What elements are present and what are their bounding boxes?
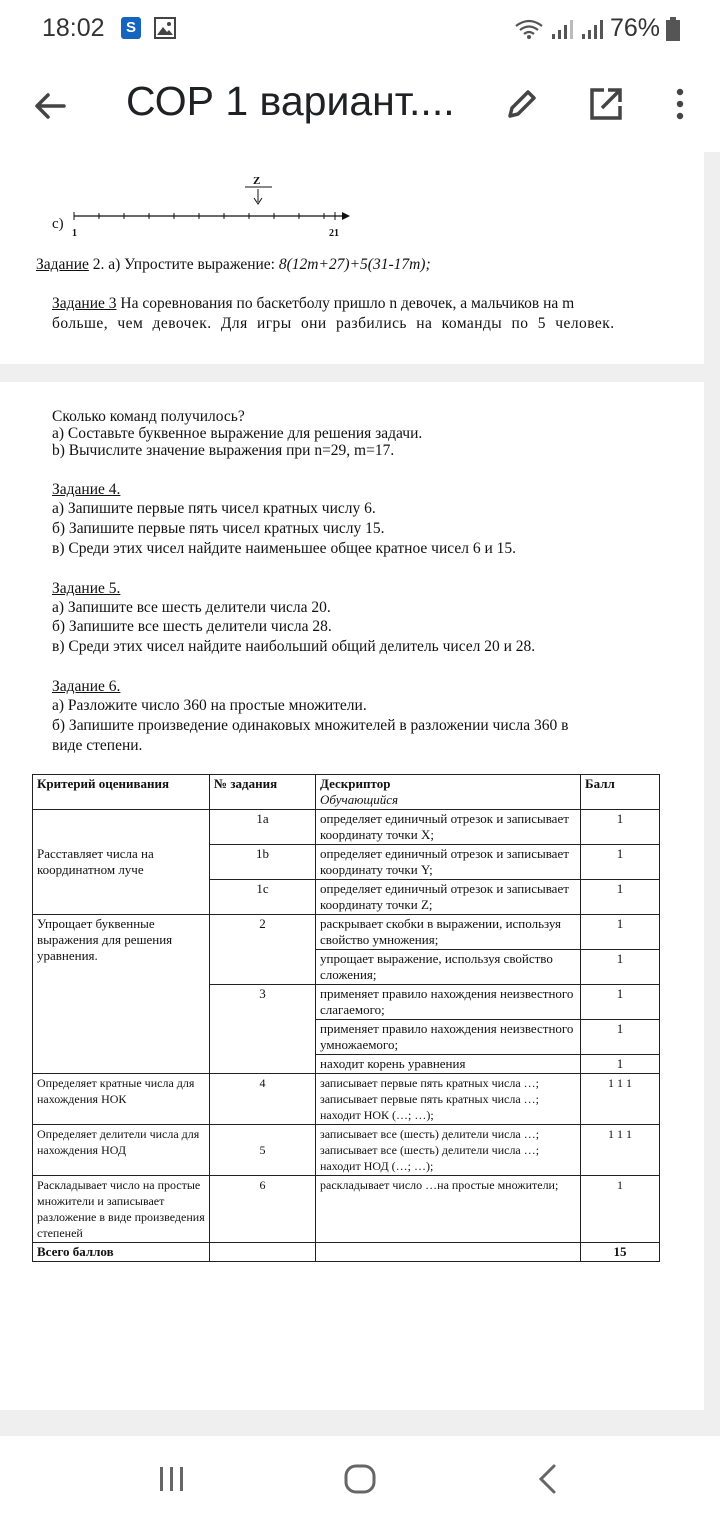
system-nav-bar [0, 1436, 720, 1520]
table-total-row: Всего баллов 15 [33, 1243, 660, 1262]
back-arrow-icon[interactable] [30, 86, 70, 126]
more-vert-icon[interactable] [668, 86, 692, 122]
header-task-number: № задания [210, 775, 316, 810]
table-row: Определяет делители числа для нахождения НОД 5 записывает все (шесть) делители числа …; записывает все (шесть) делители числа …; находит НОД (…; …); 1 1 1 [33, 1125, 660, 1176]
signal-icon-2 [580, 18, 604, 40]
text-line: в) Среди этих чисел найдите наименьшее общее кратное чисел 6 и 15. [52, 540, 516, 557]
text-line: в) Среди этих чисел найдите наибольший общий делитель чисел 20 и 28. [52, 638, 536, 655]
task2-heading: Задание [36, 256, 89, 273]
text-line: а) Запишите все шесть делители числа 20. [52, 599, 331, 616]
table-row: Упрощает буквенные выражения для решения уравнения. 2 раскрывает скобки в выражении, используя свойство умножения; 1 [33, 915, 660, 950]
open-external-icon[interactable] [588, 86, 624, 122]
table-row: 1b определяет единичный отрезок и записывает координату точки Y; 1 [33, 845, 660, 880]
status-time: 18:02 [42, 14, 105, 42]
table-row: применяет правило нахождения неизвестного умножаемого; 1 [33, 1020, 660, 1055]
s-app-icon: S [121, 17, 141, 39]
task4-heading: Задание 4. [52, 481, 121, 498]
text-line: b) Вычислите значение выражения при n=29, m=17. [52, 442, 395, 459]
nav-back-icon[interactable] [536, 1464, 560, 1494]
signal-icon [550, 18, 574, 40]
text-line: а) Запишите первые пять чисел кратных числу 6. [52, 500, 376, 517]
recent-apps-icon[interactable] [158, 1466, 186, 1492]
task6-heading: Задание 6. [52, 678, 121, 695]
status-bar [0, 0, 720, 56]
assessment-table [32, 774, 660, 1262]
document-title: СОР 1 вариант.... [126, 78, 455, 124]
task3-heading: Задание 3 [52, 295, 117, 312]
task2-expression: 8(12m+27)+5(31-17m); [278, 256, 431, 273]
edit-pencil-icon[interactable] [504, 86, 540, 122]
text-line: б) Запишите первые пять чисел кратных числу 15. [52, 520, 385, 537]
text-line: виде степени. [52, 737, 143, 754]
wifi-icon [514, 18, 544, 40]
text-line: а) Разложите число 360 на простые множители. [52, 697, 367, 714]
table-row: 3 применяет правило нахождения неизвестного слагаемого; 1 [33, 985, 660, 1020]
table-row: находит корень уравнения 1 [33, 1055, 660, 1074]
table-header-row [33, 775, 660, 810]
task2-line: Задание 2. а) Упростите выражение: 8(12m+27)+5(31-17m); [36, 256, 431, 273]
table-row: Определяет кратные числа для нахождения НОК 4 записывает первые пять кратных числа …; записывает первые пять кратных числа …; находит НОК (…; …); 1 1 1 [33, 1074, 660, 1125]
table-row: Раскладывает число на простые множители и записывает разложение в виде произведения степеней 6 раскладывает число …на простые множители; 1 [33, 1176, 660, 1243]
number-line [50, 170, 360, 240]
line-start-label: 1 [72, 228, 77, 239]
home-icon[interactable] [344, 1464, 376, 1494]
battery-icon [666, 17, 680, 41]
point-z-label: Z [253, 175, 261, 187]
gallery-icon [154, 17, 176, 39]
document-page-1 [0, 152, 704, 364]
text-line: а) Составьте буквенное выражение для решения задачи. [52, 425, 423, 442]
task3-line2: больше, чем девочек. Для игры они разбились на команды по 5 человек. [52, 315, 615, 332]
text-line: б) Запишите все шесть делители числа 28. [52, 618, 332, 635]
line-end-label: 21 [329, 228, 339, 239]
header-score: Балл [581, 775, 660, 810]
document-page-2 [0, 382, 704, 1410]
task3-line1: Задание 3 На соревнования по баскетболу пришло n девочек, а мальчиков на m [52, 295, 575, 312]
text-line: б) Запишите произведение одинаковых множителей в разложении числа 360 в [52, 717, 569, 734]
header-criterion: Критерий оценивания [33, 775, 210, 810]
line-label-c: c) [52, 216, 64, 232]
header-descriptor: Дескриптор Обучающийся [316, 775, 581, 810]
text-line: Сколько команд получилось? [52, 408, 245, 425]
battery-percent: 76% [609, 14, 660, 42]
table-row: 1c определяет единичный отрезок и записывает координату точки Z; 1 [33, 880, 660, 915]
app-bar [0, 56, 720, 152]
table-row: упрощает выражение, используя свойство сложения; 1 [33, 950, 660, 985]
table-row: Расставляет числа на координатном луче 1a определяет единичный отрезок и записывает координату точки X; 1 [33, 810, 660, 845]
task5-heading: Задание 5. [52, 580, 121, 597]
